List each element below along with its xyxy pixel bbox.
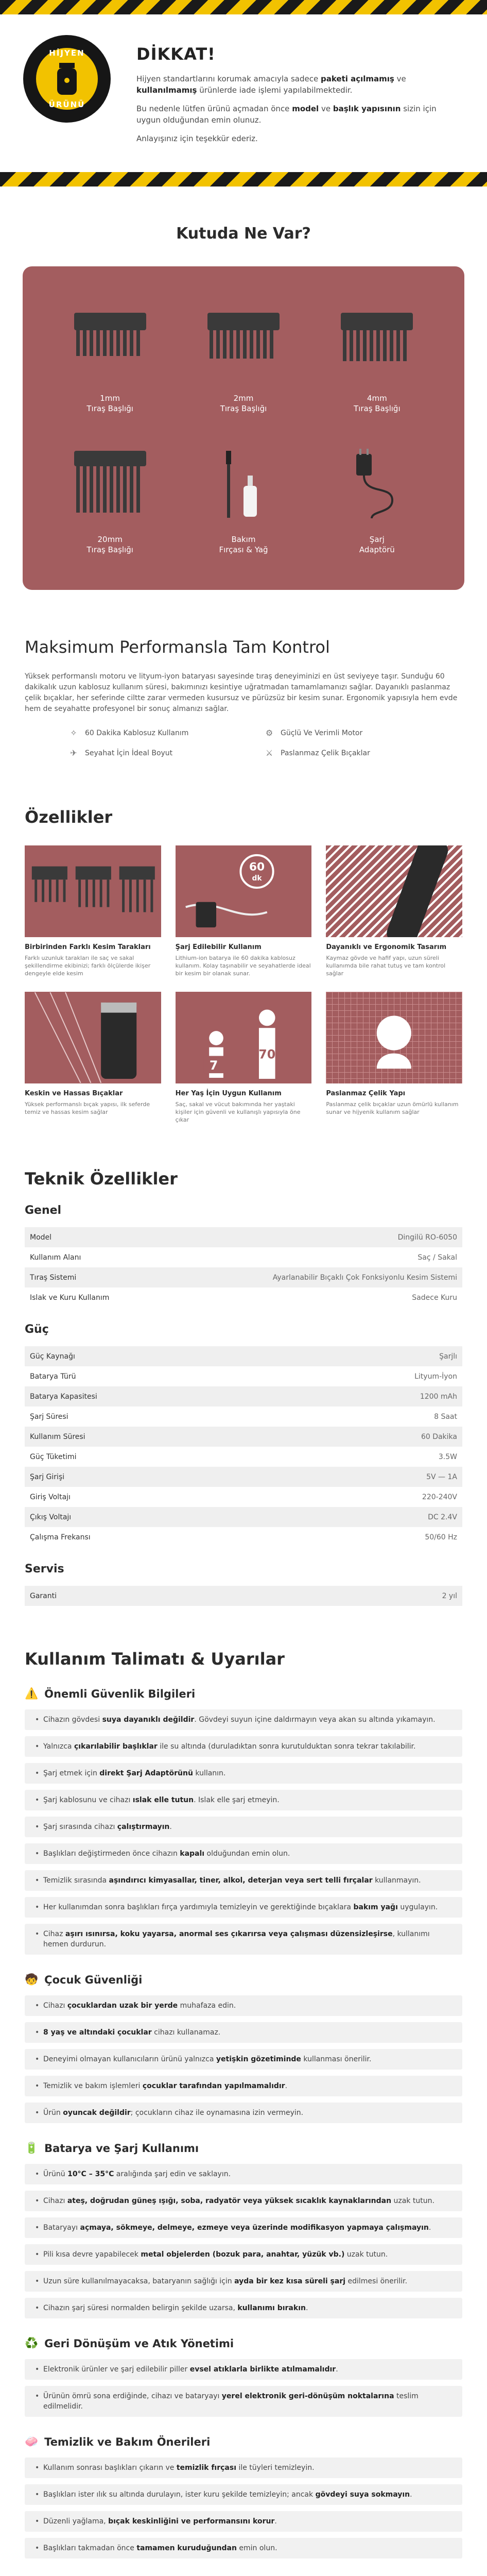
- age-young: 7: [209, 1058, 218, 1073]
- feature-card: [25, 845, 161, 977]
- feature-card-desc: Farklı uzunluk tarakları ile saç ve sakal şekillendirme ekibinizi; farklı ölçülerde ikişer dengeyle elde kesim: [25, 955, 151, 977]
- warning-paragraph-1: Hijyen standartlarını korumak amacıyla sadece paketi açılmamış ve kullanılmamış ürünlerde iade işlemi yapılabilmektedir.: [136, 74, 406, 95]
- instruction-item: • Yalnızca çıkarılabilir başlıklar ile su altında (duruladıktan sonra kurutulduktan sonra tekrar takılabilir.: [25, 1736, 462, 1757]
- instruction-section-title: 🔋 Batarya ve Şarj Kullanımı: [25, 2142, 199, 2155]
- instruction-item: • Ürünü 10°C – 35°C aralığında şarj edin ve saklayın.: [25, 2164, 462, 2184]
- feature-image-combs: [25, 845, 161, 937]
- box-item-label: 1mm Tıraş Başlığı: [86, 394, 133, 413]
- instruction-section-title: 🧒 Çocuk Güvenliği: [25, 1973, 143, 1986]
- spec-row: Güç Kaynağı Şarjlı: [25, 1346, 462, 1366]
- spec-row: Şarj Girişi 5V — 1A: [25, 1467, 462, 1487]
- instructions-section: [0, 1687, 487, 2576]
- comb-guard-icon: [331, 308, 423, 380]
- feature-card-desc: Paslanmaz çelik bıçaklar uzun ömürlü kullanım sunar ve hijyenik kullanım sağlar: [326, 1101, 459, 1115]
- feature-item: ⚙ Güçlü Ve Verimli Motor: [243, 728, 439, 738]
- box-item-4mm: [310, 287, 444, 428]
- badge-bottom-text: ÜRÜNÜ: [48, 100, 85, 109]
- specs-section: [0, 1204, 487, 1606]
- box-item-label: 4mm Tıraş Başlığı: [354, 394, 401, 413]
- warning-icon: ⚠️: [25, 1687, 39, 1700]
- spec-row: Çalışma Frekansı 50/60 Hz: [30, 1533, 457, 1541]
- spec-row: Garanti 2 yıl: [25, 1586, 462, 1606]
- feature-image-ergonomic: [326, 845, 462, 937]
- box-item-brush-oil: [177, 428, 310, 569]
- spec-row: Batarya Türü Lityum-İyon: [30, 1372, 457, 1381]
- feature-card-title: Dayanıklı ve Ergonomik Tasarım: [326, 943, 447, 951]
- instruction-item: • Pili kısa devre yapabilecek metal objelerden (bozuk para, anahtar, yüzük vb.) uzak tutun.: [25, 2244, 462, 2265]
- spec-group-title: Güç: [25, 1323, 49, 1336]
- instructions-title: Kullanım Talimatı & Uyarılar: [25, 1649, 285, 1669]
- motor-icon: ⚙: [265, 728, 273, 738]
- charge-minutes: 60: [249, 860, 265, 874]
- instruction-item: • Her kullanımdan sonra başlıkları fırça yardımıyla temizleyin ve gerektiğinde bıçaklara bakım yağı uygulayın.: [25, 1897, 462, 1918]
- warning-paragraph-2: Bu nedenle lütfen ürünü açmadan önce model ve başlık yapısının sizin için uygun olduğundan emin olunuz.: [136, 104, 437, 125]
- instruction-item: • Başlıkları takmadan önce tamamen kuruduğundan emin olun.: [25, 2538, 462, 2558]
- feature-card-desc: Yüksek performanslı bıçak yapısı, ilk seferde temiz ve hassas kesim sağlar: [25, 1101, 150, 1115]
- instruction-section-title: ♻️ Geri Dönüşüm ve Atık Yönetimi: [25, 2337, 234, 2350]
- comb-guard-icon: [64, 308, 156, 380]
- feature-image-steel: [326, 992, 462, 1083]
- spec-row: Güç Tüketimi 3.5W: [30, 1452, 457, 1461]
- instruction-item: • Kullanım sonrası başlıkları çıkarın ve temizlik fırçası ile tüyleri temizleyin.: [25, 2458, 462, 2478]
- instruction-item: • Bataryayı açmaya, sökmeye, delmeye, ezmeye veya üzerinde modifikasyon yapmaya çalışmayın.: [25, 2217, 462, 2238]
- performance-section: [0, 637, 487, 715]
- spec-group-title: Genel: [25, 1204, 62, 1217]
- performance-feature-list: [48, 728, 439, 758]
- feature-card: [25, 992, 161, 1124]
- box-title: Kutuda Ne Var?: [176, 225, 311, 243]
- spec-row: Çıkış Voltajı DC 2.4V: [25, 1507, 462, 1527]
- brush-oil-icon: [207, 449, 280, 521]
- instruction-item: • Ürünün ömrü sona erdiğinde, cihazı ve bataryayı yerel elektronik geri-dönüşüm noktalarına teslim edilmelidir.: [25, 2386, 462, 2417]
- feature-image-ages: [176, 992, 312, 1083]
- instruction-item: • Başlıkları değiştirmeden önce cihazın kapalı olduğundan emin olun.: [25, 1843, 462, 1864]
- specs-title: Teknik Özellikler: [25, 1169, 178, 1189]
- spec-row: Giriş Voltajı 220-240V: [30, 1493, 457, 1501]
- box-item-label: 2mm Tıraş Başlığı: [220, 394, 267, 413]
- feature-image-blades: [25, 992, 161, 1083]
- charger-icon: [341, 449, 413, 521]
- box-item-1mm: [43, 287, 177, 428]
- features-grid: [0, 845, 487, 1124]
- instruction-item: • Cihazı çocuklardan uzak bir yerde muhafaza edin.: [25, 1995, 462, 2016]
- feature-card-desc: Lithium-ion batarya ile 60 dakika kablosuz kullanım. Kolay taşınabilir ve seyahatlerde ideal bir kesim bir olanak sunar.: [175, 955, 311, 977]
- instruction-item: • Şarj kablosunu ve cihazı ıslak elle tutun. Islak elle şarj etmeyin.: [25, 1790, 462, 1810]
- hygiene-badge: [23, 35, 111, 123]
- recycle-icon: ♻️: [25, 2337, 39, 2349]
- spec-row: Tıraş Sistemi Ayarlanabilir Bıçaklı Çok Fonksiyonlu Kesim Sistemi: [25, 1267, 462, 1287]
- battery-icon: 🔋: [25, 2142, 39, 2154]
- comb-guard-icon: [64, 449, 156, 521]
- box-item-label: 20mm Tıraş Başlığı: [86, 535, 133, 554]
- instruction-item: • Temizlik ve bakım işlemleri çocuklar tarafından yapılmamalıdır.: [25, 2076, 462, 2096]
- performance-title: Maksimum Performansla Tam Kontrol: [25, 637, 330, 657]
- instruction-item: • Temizlik sırasında aşındırıcı kimyasallar, tiner, alkol, deterjan veya sert telli fırçalar kullanmayın.: [25, 1870, 462, 1891]
- feature-item: ⚔ Paslanmaz Çelik Bıçaklar: [243, 748, 439, 758]
- warning-paragraph-3: Anlayışınız için teşekkür ederiz.: [136, 134, 258, 143]
- instruction-item: • Elektronik ürünler ve şarj edilebilir piller evsel atıklarla birlikte atılmamalıdır.: [25, 2359, 462, 2380]
- spec-row: Kullanım Süresi 60 Dakika: [25, 1427, 462, 1447]
- child-icon: 🧒: [25, 1973, 39, 1986]
- spec-table-guc: [25, 1346, 462, 1547]
- instruction-item: • Şarj sırasında cihazı çalıştırmayın.: [25, 1817, 462, 1837]
- box-item-20mm: [43, 428, 177, 569]
- charge-unit: dk: [252, 874, 262, 883]
- instruction-item: • Uzun süre kullanılmayacaksa, bataryanın sağlığı için ayda bir kez kısa süreli şarj edilmesi önerilir.: [25, 2271, 462, 2292]
- instruction-section-title: 🧼 Temizlik ve Bakım Önerileri: [25, 2435, 211, 2448]
- instruction-item: • Cihazın şarj süresi normalden belirgin şekilde uzarsa, kullanımı bırakın.: [25, 2298, 462, 2318]
- spec-table-genel: [25, 1227, 462, 1308]
- warning-section: [0, 14, 487, 172]
- blade-icon: ⚔: [265, 748, 273, 758]
- instruction-item: • Düzenli yağlama, bıçak keskinliğini ve performansını korur.: [25, 2511, 462, 2532]
- spec-row: Islak ve Kuru Kullanım Sadece Kuru: [30, 1293, 457, 1302]
- feature-card-title: Her Yaş İçin Uygun Kullanım: [175, 1090, 282, 1097]
- instruction-item: • Şarj etmek için direkt Şarj Adaptörünü kullanın.: [25, 1763, 462, 1784]
- instruction-item: • Cihazı ateş, doğrudan güneş ışığı, soba, radyatör veya yüksek sıcaklık kaynaklarından uzak tutun.: [25, 2191, 462, 2211]
- feature-item: ✈ Seyahat İçin İdeal Boyut: [48, 748, 243, 758]
- plane-icon: ✈: [70, 748, 77, 758]
- spec-row: Kullanım Alanı Saç / Sakal: [30, 1253, 457, 1262]
- instruction-item: • Deneyimi olmayan kullanıcıların ürünü yalnızca yetişkin gözetiminde kullanması önerilir.: [25, 2049, 462, 2070]
- box-item-adapter: [310, 428, 444, 569]
- instruction-item: • Başlıkları ister ılık su altında durulayın, ister kuru şekilde temizleyin; ancak gövdeyi suya sokmayın.: [25, 2484, 462, 2505]
- instruction-item: • Cihaz aşırı ısınırsa, koku yayarsa, anormal ses çıkarırsa veya çalışması düzensizleşirse, kullanımı hemen durdurun.: [25, 1924, 462, 1955]
- comb-guard-icon: [197, 308, 290, 380]
- spec-row: Model Dingilü RO-6050: [25, 1227, 462, 1247]
- instruction-item: • Cihazın gövdesi suya dayanıklı değildir. Gövdeyi suyun içine daldırmayın veya akan su altında yıkamayın.: [25, 1709, 462, 1730]
- box-item-label: Şarj Adaptörü: [359, 535, 395, 554]
- instruction-item: • 8 yaş ve altındaki çocuklar cihazı kullanamaz.: [25, 2022, 462, 2043]
- warning-stripe-top: [0, 0, 487, 14]
- feature-card-title: Paslanmaz Çelik Yapı: [326, 1090, 406, 1097]
- feature-image-charge: [176, 845, 312, 937]
- box-item-label: Bakım Fırçası & Yağ: [219, 535, 268, 554]
- feature-card-desc: Kaymaz gövde ve hafif yapı, uzun süreli kullanımda bile rahat tutuş ve tam kontrol sağlar: [326, 955, 446, 977]
- feature-card-desc: Saç, sakal ve vücut bakımında her yaştaki kişiler için güvenli ve kullanışlı yapısıyla öne çıkar: [175, 1101, 301, 1123]
- badge-top-text: HİJYEN: [49, 48, 85, 58]
- cleaning-icon: 🧼: [25, 2435, 39, 2448]
- features-title: Özellikler: [25, 807, 113, 827]
- feature-card-title: Şarj Edilebilir Kullanım: [175, 943, 262, 951]
- feature-card: [326, 845, 462, 977]
- spec-row: Batarya Kapasitesi 1200 mAh: [25, 1386, 462, 1406]
- spec-row: Şarj Süresi 8 Saat: [30, 1412, 457, 1421]
- warning-title: DİKKAT!: [136, 44, 216, 64]
- warning-text: [136, 35, 456, 151]
- instruction-item: • Ürün oyuncak değildir; çocukların cihaz ile oynamasına izin vermeyin.: [25, 2103, 462, 2123]
- feature-item: ✧ 60 Dakika Kablosuz Kullanım: [48, 728, 243, 738]
- feature-card: [176, 845, 312, 977]
- feature-card-title: Keskin ve Hassas Bıçaklar: [25, 1090, 123, 1097]
- lightning-icon: ✧: [70, 728, 77, 738]
- feature-card-title: Birbirinden Farklı Kesim Tarakları: [25, 943, 151, 951]
- spec-group-title: Servis: [25, 1563, 64, 1575]
- box-item-2mm: [177, 287, 310, 428]
- warning-stripe-bottom: [0, 172, 487, 187]
- feature-card: [326, 992, 462, 1124]
- performance-text: Yüksek performanslı motoru ve lityum-iyon bataryası sayesinde tıraş deneyiminizi en üst seviyeye taşır. Sunduğu 60 dakikalık uzun kablosuz kullanım süresi, bakımınızı kesintiye uğratmadan tamamlamanızı sağlar. Dayanıklı paslanmaz çelik bıçaklar, her seferinde ciltte zarar vermeden kusursuz ve pürüzsüz bir kesim sunar. Ergonomik yapısıyla hem evde hem de seyahatte profesyonel bir sonuç almanızı sağlar.: [25, 672, 458, 713]
- feature-card: [176, 992, 312, 1124]
- box-contents: [23, 266, 464, 590]
- spec-table-servis: [25, 1586, 462, 1606]
- instruction-section-title: ⚠️ Önemli Güvenlik Bilgileri: [25, 1687, 196, 1700]
- age-old: 70: [258, 1047, 275, 1062]
